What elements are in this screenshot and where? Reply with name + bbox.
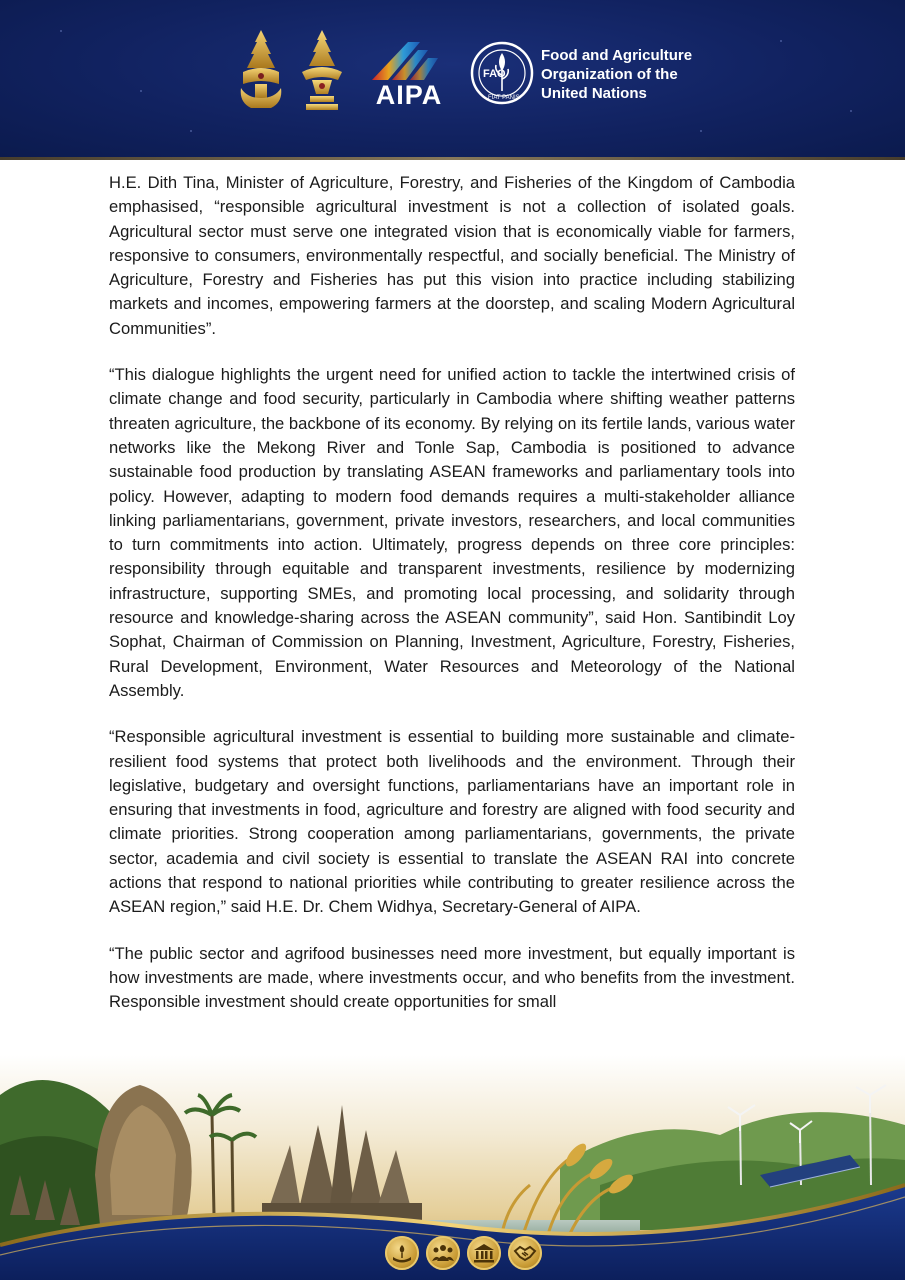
header-gold-rule (0, 157, 905, 160)
fao-letter-f: FAO (483, 68, 506, 80)
aipa-mark-icon (358, 38, 460, 82)
paragraph-public-sector-quote: “The public sector and agrifood businesses need more investment, but equally important is how investments are made, where investments occur, and who benefits from the investment. Responsible investment should create opportunities for small (109, 943, 795, 1012)
national-assembly-emblem-icon (237, 28, 285, 114)
paragraph-minister-quote: H.E. Dith Tina, Minister of Agriculture, Forestry, and Fisheries of the Kingdom of Cambodia emphasised, “responsible agricultural investment is not a collection of isolated goals. Agricultural sector must serve one integrated vision that is economically viable for farmers, responsive to consumers, environmentally respectful, and socially beneficial. The Ministry of Agriculture, Forestry and Fisheries has put this vision into practice including stabilizing markets and incomes, empowering farmers at the doorstep, and scaling Modern Agricultural Communities”. (109, 173, 795, 338)
fao-emblem-icon (470, 41, 534, 105)
fao-name-line-2: Organization of the (541, 66, 678, 83)
paragraph-secretary-general-quote: “Responsible agricultural investment is essential to building more sustainable and climate-resilient food systems that protect both livelihoods and the environment. Through their legislative, budgetary and oversight functions, parliamentarians have an important role in ensuring that investments in food, agriculture and forestry are aligned with food security and climate priorities. Strong cooperation among parliamentarians, governments, the private sector, academia and civil society is essential to translate the ASEAN RAI into concrete actions that respond to national priorities while contributing to greater resilience across the ASEAN region,” said H.E. Dr. Chem Widhya, Secretary-General of AIPA. (109, 727, 795, 917)
fao-name (541, 46, 741, 103)
people-group-icon (426, 1236, 460, 1270)
footer-icon-row (385, 1236, 545, 1272)
senate-emblem-icon (298, 28, 346, 114)
aipa-logo (358, 38, 460, 108)
aipa-logo-text: AIPA (375, 80, 443, 110)
plant-hands-icon (385, 1236, 419, 1270)
fao-name-line-1: Food and Agriculture (541, 47, 693, 64)
fao-motto: FIAT PANIS (488, 95, 520, 101)
paragraph-chairman-quote: “This dialogue highlights the urgent need for unified action to tackle the intertwined crisis of climate change and food security, particularly in Cambodia where shifting weather patterns threaten agriculture, the backbone of its economy. By relying on its fertile lands, various water networks like the Mekong River and Tonle Sap, Cambodia is positioned to advance sustainable food production by translating ASEAN frameworks and parliamentary tools into policy. However, adapting to modern food demands requires a multi-stakeholder alliance linking parliamentarians, government, private investors, researchers, and local communities to turn commitments into action. Ultimately, progress depends on three core principles: responsibility through equitable and transparent investments, resilience by modernizing infrastructure, supporting SMEs, and promoting local processing, and solidarity through resource and knowledge-sharing across the ASEAN community”, said Hon. Santibindit Loy Sophat, Chairman of Commission on Planning, Investment, Agriculture, Forestry, Fisheries, Rural Development, Environment, Water Resources and Meteorology of the National Assembly. (109, 365, 795, 700)
article-body (109, 171, 795, 1037)
fao-name-line-3: United Nations (541, 85, 647, 102)
header-banner (0, 0, 905, 160)
parliament-building-icon (467, 1236, 501, 1270)
handshake-icon (508, 1236, 542, 1270)
